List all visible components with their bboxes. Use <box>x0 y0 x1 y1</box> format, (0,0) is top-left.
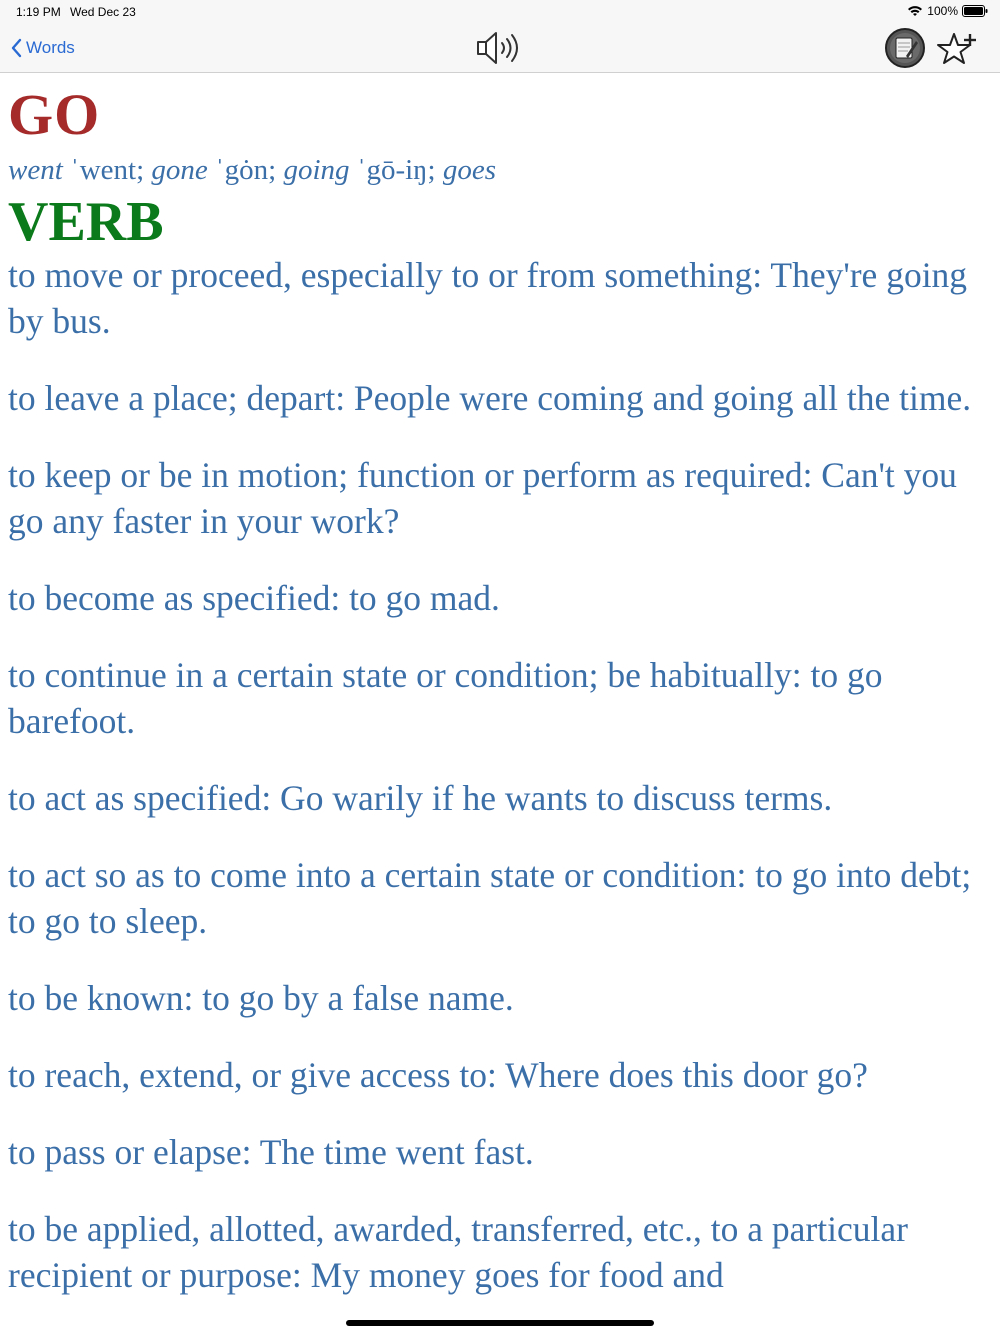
notes-icon[interactable] <box>882 28 928 68</box>
inflection <box>443 154 496 186</box>
inflection-separator: ; <box>268 154 277 186</box>
inflection-separator: ; <box>136 154 145 186</box>
definition: to act so as to come into a certain state or condition: to go into debt; to go to sleep. <box>8 855 972 941</box>
wifi-icon <box>907 5 923 17</box>
inflection <box>8 154 144 186</box>
inflection-form: goes <box>442 154 496 186</box>
inflection-pronunciation: ˈgō-iŋ <box>356 154 428 186</box>
back-button[interactable] <box>10 36 75 60</box>
definition: to act as specified: Go warily if he wants to discuss terms. <box>8 778 833 818</box>
definition: to become as specified: to go mad. <box>8 578 500 618</box>
inflection-pronunciation: ˈwent <box>70 154 137 186</box>
definition: to move or proceed, especially to or from something: They're going by bus. <box>8 255 968 341</box>
status-date: Wed Dec 23 <box>70 5 136 19</box>
inflection-form: going <box>283 154 350 186</box>
definition: to be known: to go by a false name. <box>8 978 514 1018</box>
definition: to pass or elapse: The time went fast. <box>8 1132 534 1172</box>
inflection <box>283 154 435 186</box>
definition: to reach, extend, or give access to: Where does this door go? <box>8 1055 868 1095</box>
part-of-speech: VERB <box>8 191 164 253</box>
headword: GO <box>8 82 101 147</box>
definition: to continue in a certain state or condition; be habitually: to go barefoot. <box>8 655 883 741</box>
definition: to keep or be in motion; function or perform as required: Can't you go any faster in your work? <box>8 455 957 541</box>
battery-icon <box>962 5 988 17</box>
star-add-icon[interactable] <box>934 30 982 66</box>
home-indicator[interactable] <box>346 1320 654 1326</box>
entry-content <box>8 80 992 1329</box>
battery-percent: 100% <box>927 4 958 18</box>
inflection <box>151 154 276 186</box>
speaker-icon[interactable] <box>472 28 528 68</box>
navigation-bar <box>0 24 1000 73</box>
inflections <box>8 150 992 190</box>
inflection-form: gone <box>151 154 208 186</box>
status-bar <box>0 0 1000 24</box>
status-indicators <box>907 4 988 18</box>
inflection-pronunciation: ˈgȯn <box>215 154 269 186</box>
chevron-left-icon <box>10 38 22 58</box>
status-time: 1:19 PM <box>16 5 61 19</box>
inflection-separator: ; <box>427 154 436 186</box>
definition: to leave a place; depart: People were coming and going all the time. <box>8 378 972 418</box>
definition: to be applied, allotted, awarded, transferred, etc., to a particular recipient or purpose: My money goes for food and <box>8 1209 908 1295</box>
inflection-form: went <box>8 154 63 186</box>
back-button-label: Words <box>26 38 75 57</box>
